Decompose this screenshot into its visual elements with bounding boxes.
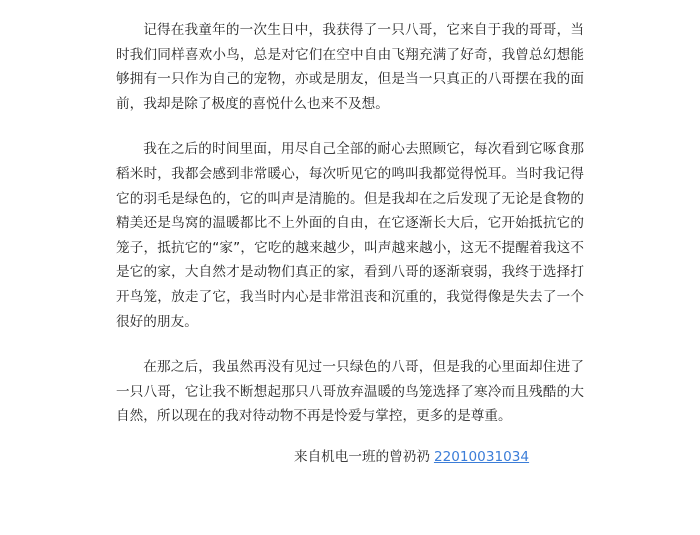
paragraph-3: 在那之后，我虽然再没有见过一只绿色的八哥，但是我的心里面却住进了一只八哥，它让我不断想起那只八哥放弃温暖的鸟笼选择了寒冷而且残酷的大自然，所以现在的我对待动物不再是怜爱与掌控，更多的是尊重。 [116, 359, 584, 425]
author-signature [294, 446, 529, 468]
paragraph-1: 记得在我童年的一次生日中，我获得了一只八哥，它来自于我的哥哥，当时我们同样喜欢小鸟，总是对它们在空中自由飞翔充满了好奇，我曾总幻想能够拥有一只作为自己的宠物，亦或是朋友，但是当一只真正的八哥摆在我的面前，我却是除了极度的喜悦什么也来不及想。 [116, 22, 584, 112]
paragraph-2: 我在之后的时间里面，用尽自己全部的耐心去照顾它，每次看到它啄食那稻米时，我都会感到非常暖心，每次听见它的鸣叫我都觉得悦耳。当时我记得它的羽毛是绿色的，它的叫声是清脆的。但是我却在之后发现了无论是食物的精美还是鸟窝的温暖都比不上外面的自由，在它逐渐长大后，它开始抵抗它的笼子，抵抗它的“家”，它吃的越来越少，叫声越来越小，这无不提醒着我这不是它的家，大自然才是动物们真正的家，看到八哥的逐渐衰弱，我终于选择打开鸟笼，放走了它，我当时内心是非常沮丧和沉重的，我觉得像是失去了一个很好的朋友。 [116, 141, 584, 330]
signature-text: 来自机电一班的曾礽礽 [294, 449, 430, 465]
essay-body [116, 18, 584, 450]
student-id-link[interactable]: 22010031034 [433, 449, 530, 465]
